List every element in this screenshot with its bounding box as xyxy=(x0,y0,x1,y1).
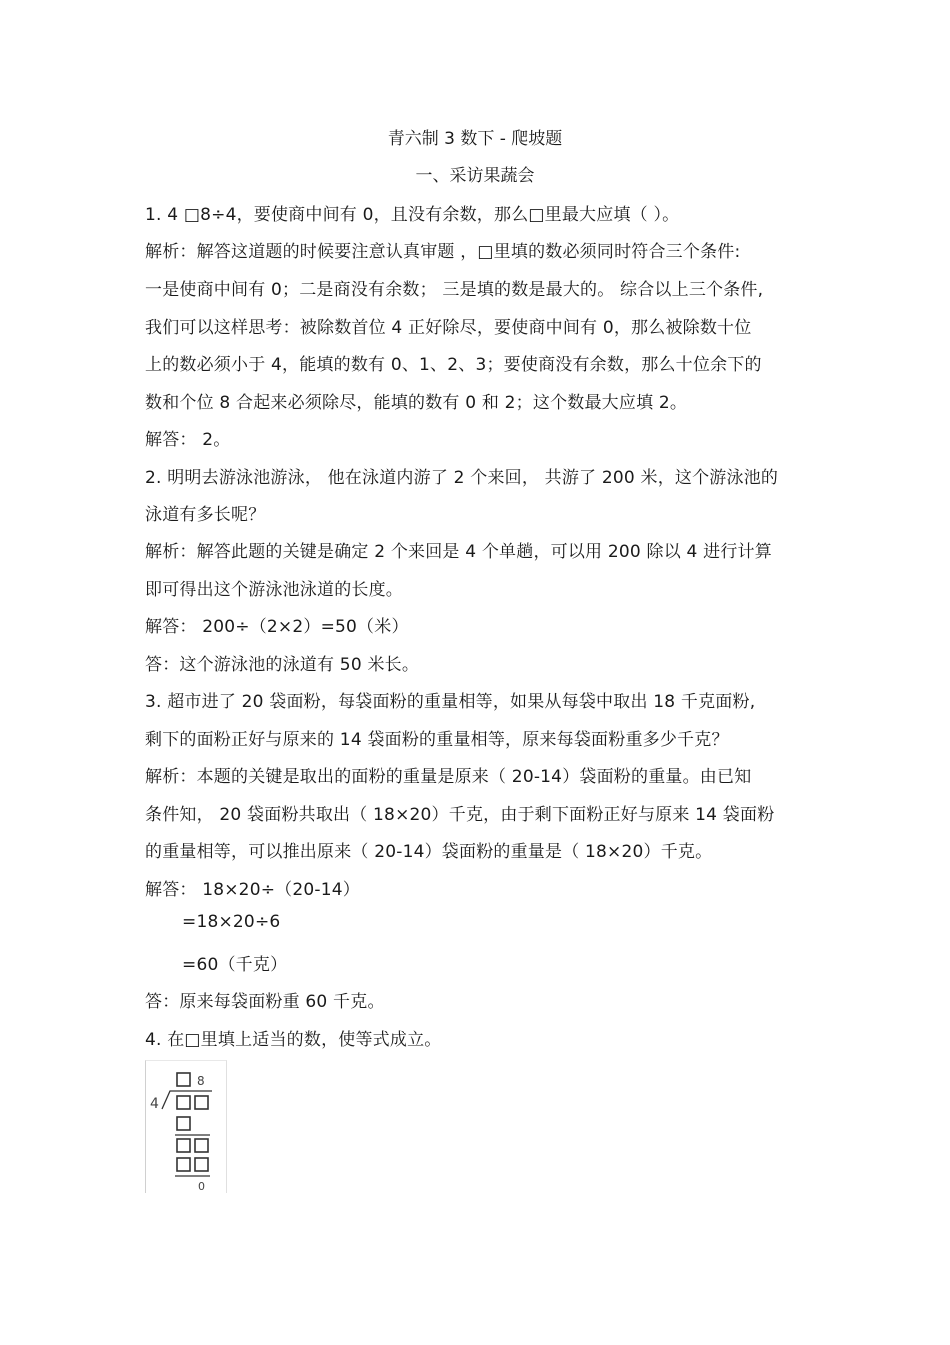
carry-box-1 xyxy=(177,1139,190,1152)
section-heading: 一、采访果蔬会 xyxy=(415,166,535,186)
solution-3-line-1: 解答： 18×20÷（20-14） xyxy=(145,880,360,900)
question-1-text: 1. 4 □8÷4，要使商中间有 0，且没有余数，那么□里最大应填（ ）。 xyxy=(145,205,680,225)
analysis-3-line-3: 的重量相等，可以推出原来（ 20-14）袋面粉的重量是（ 18×20）千克。 xyxy=(145,842,713,862)
analysis-2-line-1: 解析：解答此题的关键是确定 2 个来回是 4 个单趟，可以用 200 除以 4 进行计算 xyxy=(145,542,772,562)
analysis-3-line-2: 条件知， 20 袋面粉共取出（ 18×20）千克，由于剩下面粉正好与原来 14 袋面粉 xyxy=(145,805,775,825)
answer-1: 解答： 2。 xyxy=(145,430,231,450)
answer-2: 答：这个游泳池的泳道有 50 米长。 xyxy=(145,655,420,675)
document-title: 青六制 3 数下 - 爬坡题 xyxy=(387,129,563,149)
division-bracket xyxy=(162,1091,212,1109)
question-2-line-1: 2. 明明去游泳池游泳， 他在泳道内游了 2 个来回， 共游了 200 米，这个游泳池的 xyxy=(145,468,779,488)
dividend-box-1 xyxy=(177,1096,190,1109)
product-box-3 xyxy=(195,1158,208,1171)
quotient-digit-8: 8 xyxy=(197,1074,205,1088)
analysis-3-line-1: 解析：本题的关键是取出的面粉的重量是原来（ 20-14）袋面粉的重量。由已知 xyxy=(145,767,752,787)
solution-3-line-3: =60（千克） xyxy=(182,955,288,975)
dividend-box-2 xyxy=(195,1096,208,1109)
quotient-box xyxy=(177,1073,190,1086)
question-3-line-2: 剩下的面粉正好与原来的 14 袋面粉的重量相等，原来每袋面粉重多少千克？ xyxy=(145,730,729,750)
solution-3-line-2: =18×20÷6 xyxy=(182,912,281,932)
product-box-1 xyxy=(177,1117,190,1130)
analysis-1-line-5: 数和个位 8 合起来必须除尽，能填的数有 0 和 2；这个数最大应填 2。 xyxy=(145,393,688,413)
question-2-line-2: 泳道有多长呢？ xyxy=(145,505,266,525)
long-division-figure xyxy=(145,1060,227,1193)
analysis-2-line-2: 即可得出这个游泳池泳道的长度。 xyxy=(145,580,403,600)
analysis-1-line-3: 我们可以这样思考：被除数首位 4 正好除尽，要使商中间有 0，那么被除数十位 xyxy=(145,318,752,338)
divisor-4: 4 xyxy=(150,1096,159,1112)
remainder-digit-0: 0 xyxy=(198,1180,205,1193)
product-box-2 xyxy=(177,1158,190,1171)
question-3-line-1: 3. 超市进了 20 袋面粉，每袋面粉的重量相等，如果从每袋中取出 18 千克面粉, xyxy=(145,692,756,712)
analysis-1-line-4: 上的数必须小于 4，能填的数有 0、1、2、3；要使商没有余数，那么十位余下的 xyxy=(145,355,762,375)
carry-box-2 xyxy=(195,1139,208,1152)
solution-2: 解答： 200÷（2×2）=50（米） xyxy=(145,617,409,637)
answer-3: 答：原来每袋面粉重 60 千克。 xyxy=(145,992,385,1012)
analysis-1-line-2: 一是使商中间有 0；二是商没有余数； 三是填的数是最大的。 综合以上三个条件, xyxy=(145,280,764,300)
question-4-text: 4. 在□里填上适当的数，使等式成立。 xyxy=(145,1030,442,1050)
analysis-1-line-1: 解析：解答这道题的时候要注意认真审题 ，□里填的数必须同时符合三个条件: xyxy=(145,242,741,262)
